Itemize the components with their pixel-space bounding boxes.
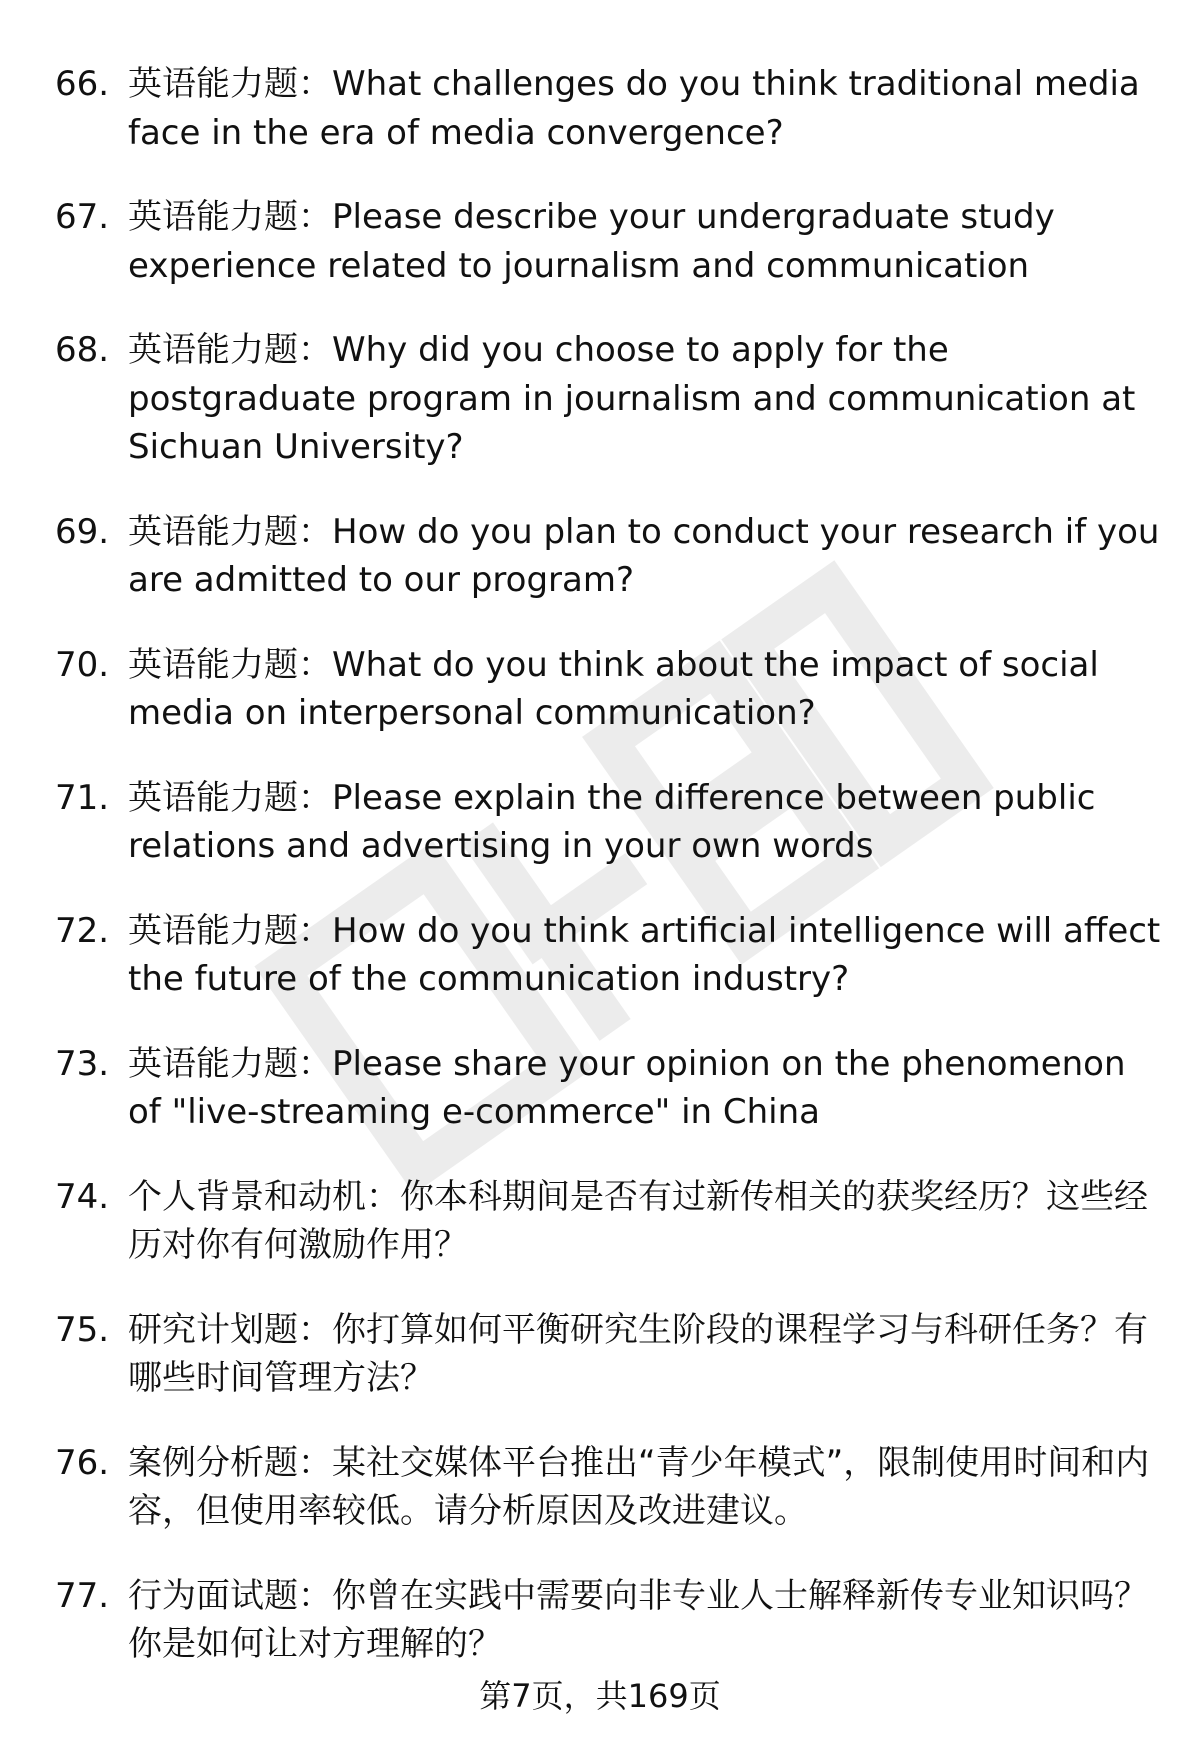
question-number: 66. [55, 64, 110, 104]
question-text: 英语能力题：How do you think artificial intelligence will affect the future of the communication industry? [128, 910, 1161, 999]
question-number: 70. [55, 644, 110, 685]
question-text: 英语能力题：How do you plan to conduct your research if you are admitted to our program? [128, 511, 1160, 600]
question-number: 74. [55, 1176, 110, 1217]
question-item [55, 1439, 1165, 1536]
question-number: 69. [55, 511, 110, 552]
question-text: 英语能力题：Please describe your undergraduate study experience related to journalism and communication [128, 197, 1055, 286]
question-number: 77. [55, 1575, 110, 1616]
question-list [55, 60, 1165, 1705]
question-number: 68. [55, 330, 110, 370]
question-number: 72. [55, 910, 110, 951]
question-text: 案例分析题：某社交媒体平台推出“青少年模式”，限制使用时间和内容，但使用率较低。请分析原因及改进建议。 [128, 1442, 1150, 1531]
question-item [55, 60, 1165, 157]
question-text: 研究计划题：你打算如何平衡研究生阶段的课程学习与科研任务？有哪些时间管理方法？ [128, 1309, 1148, 1398]
question-item [55, 641, 1165, 738]
question-number: 67. [55, 197, 110, 237]
question-text: 英语能力题：What challenges do you think traditional media face in the era of media convergence? [128, 64, 1140, 153]
question-text: 英语能力题：What do you think about the impact of social media on interpersonal communication? [128, 644, 1099, 733]
question-item [55, 774, 1165, 871]
question-item [55, 193, 1165, 290]
question-item [55, 1572, 1165, 1669]
question-number: 71. [55, 777, 110, 818]
question-text: 英语能力题：Please explain the difference between public relations and advertising in your own words [128, 777, 1096, 866]
question-item [55, 907, 1165, 1004]
question-number: 73. [55, 1043, 110, 1084]
question-item [55, 1040, 1165, 1137]
question-item [55, 1306, 1165, 1403]
question-item [55, 1173, 1165, 1270]
question-text: 个人背景和动机：你本科期间是否有过新传相关的获奖经历？这些经历对你有何激励作用？ [128, 1176, 1148, 1265]
question-item [55, 508, 1165, 605]
question-number: 75. [55, 1309, 110, 1350]
question-text: 行为面试题：你曾在实践中需要向非专业人士解释新传专业知识吗？你是如何让对方理解的？ [128, 1575, 1148, 1664]
question-item [55, 326, 1165, 472]
question-text: 英语能力题：Please share your opinion on the phenomenon of "live-streaming e-commerce" in China [128, 1043, 1126, 1132]
question-text: 英语能力题：Why did you choose to apply for the postgraduate program in journalism and communication at Sichuan University? [128, 330, 1136, 467]
page-number-footer: 第7页，共169页 [479, 1677, 721, 1715]
question-number: 76. [55, 1442, 110, 1483]
